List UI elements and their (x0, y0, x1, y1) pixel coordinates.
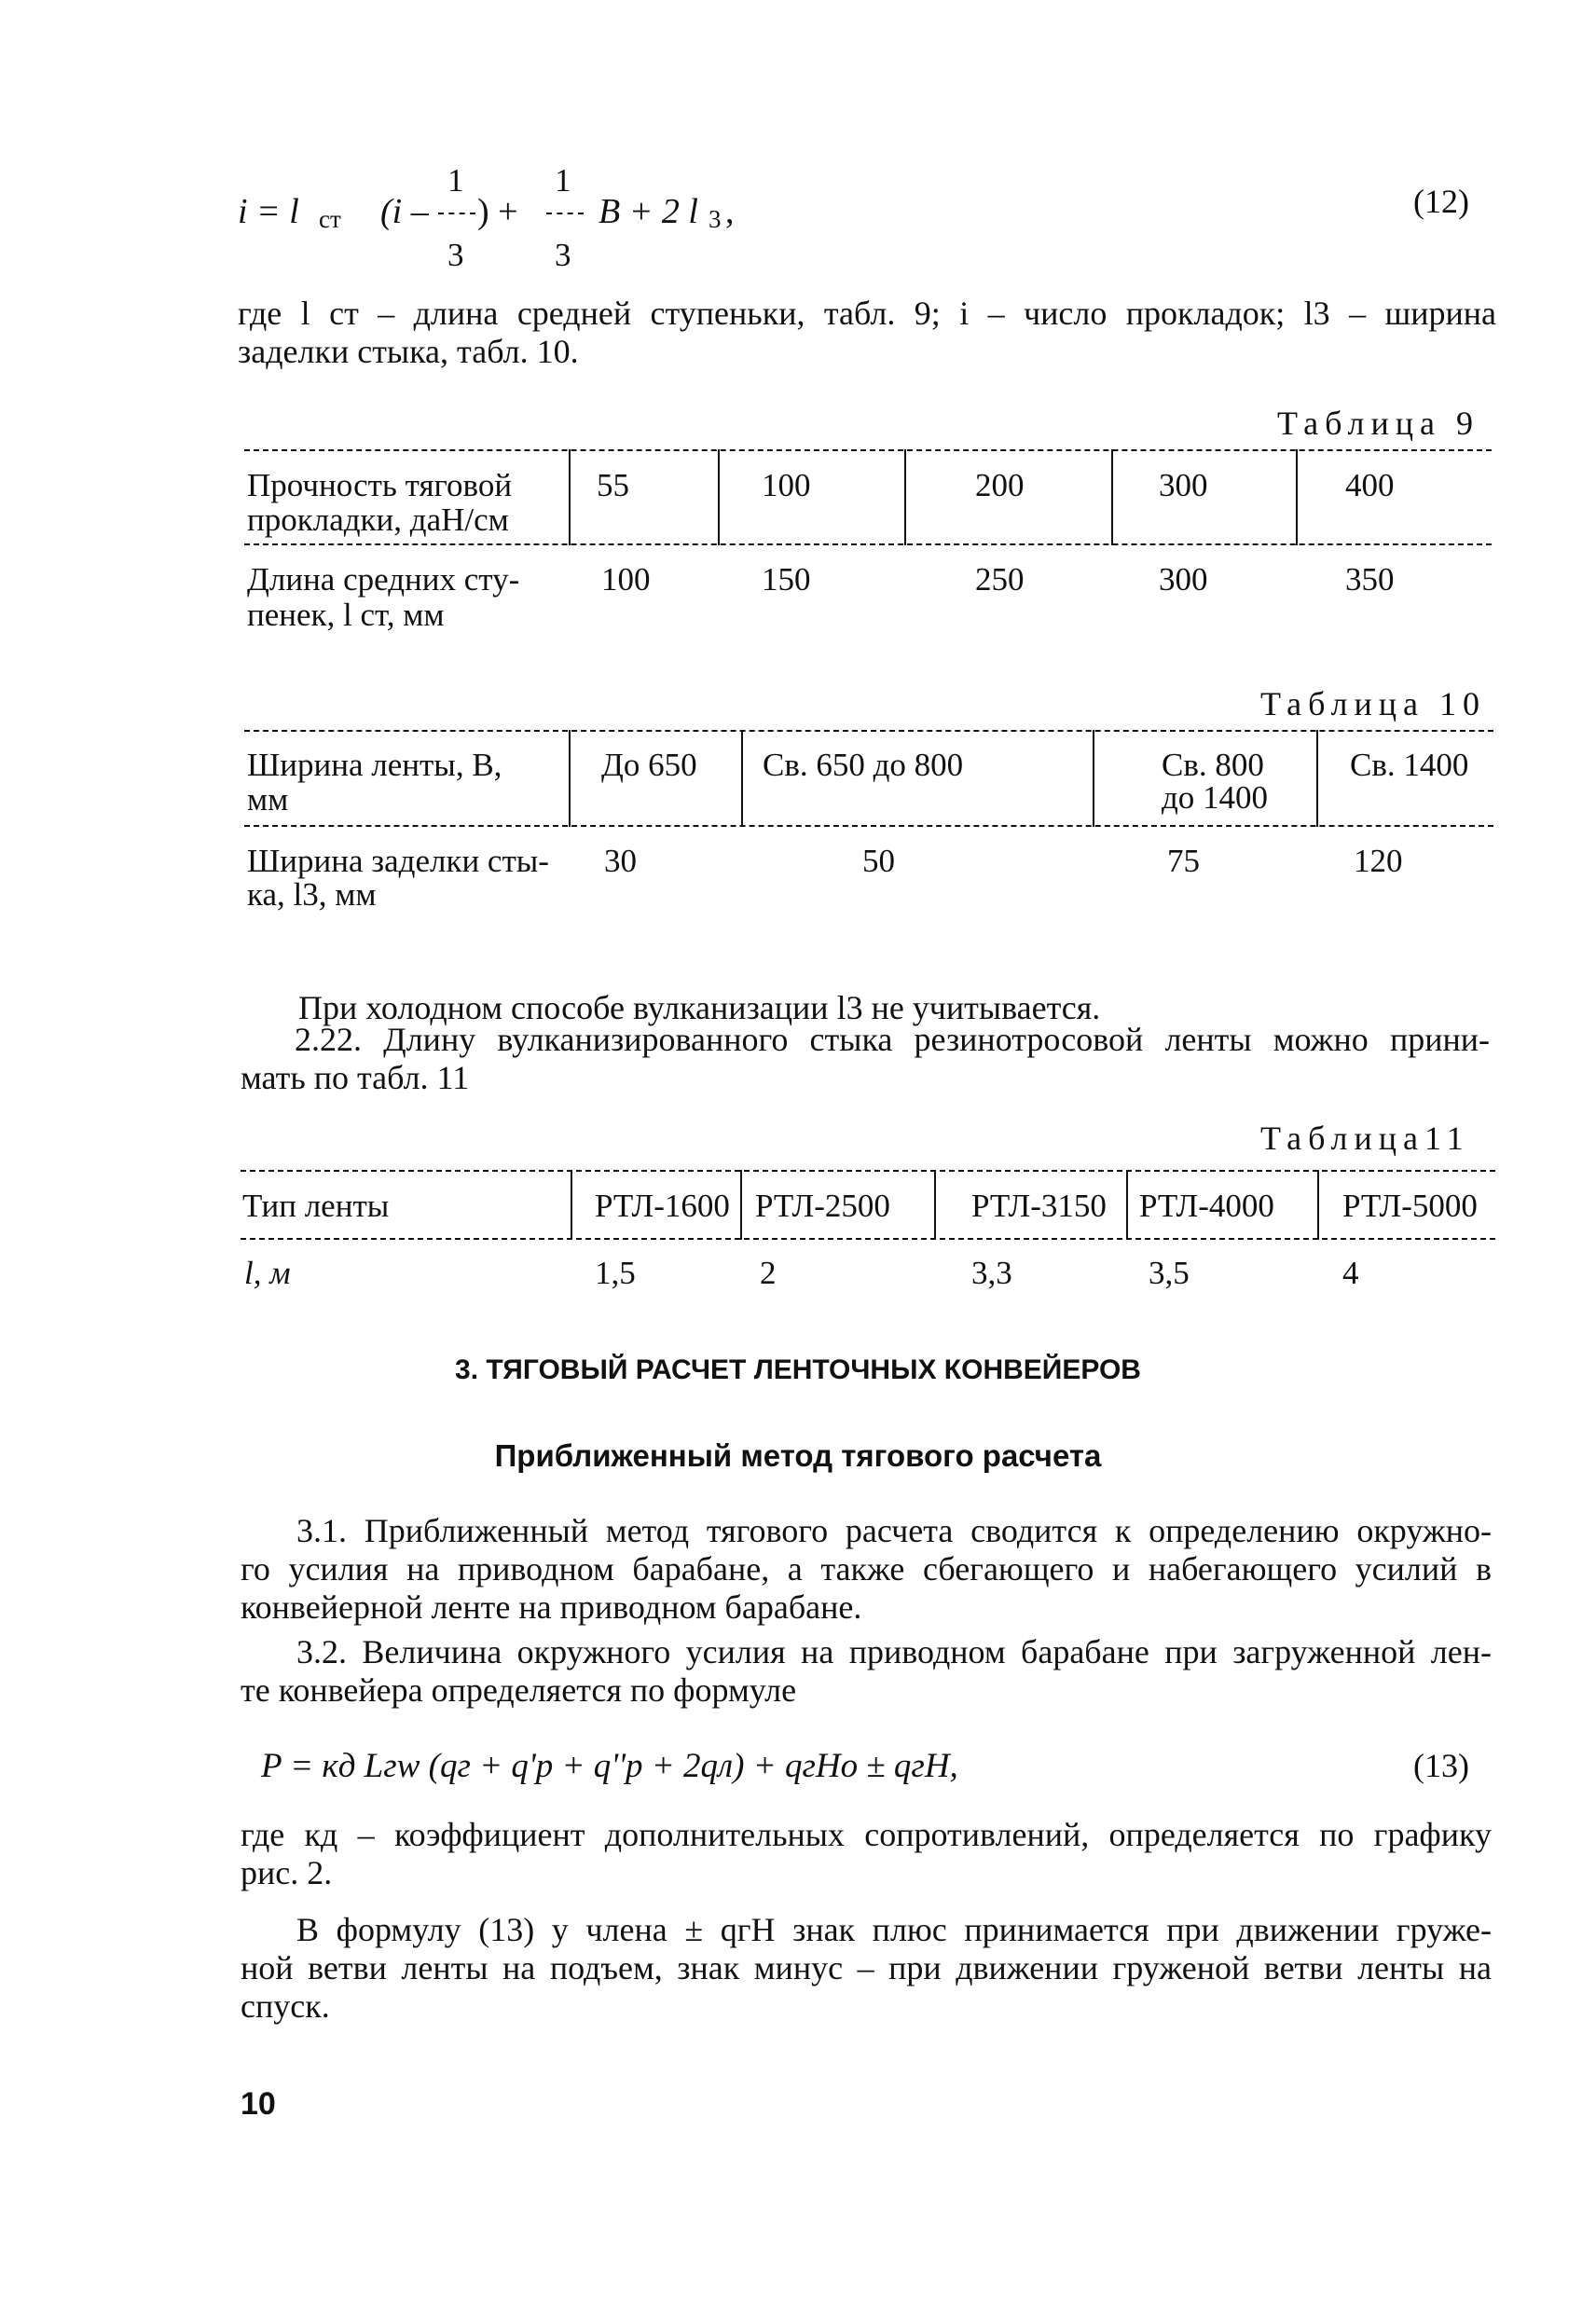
explanation-line: рис. 2. (241, 1854, 333, 1891)
table-11-cell: РТЛ-5000 (1342, 1188, 1478, 1224)
frac1-bar (438, 213, 475, 214)
table-10-cell: 30 (604, 843, 637, 879)
table-11-header: Тип ленты (242, 1188, 390, 1224)
frac2-bar (546, 213, 584, 214)
subsection-title: Приближенный метод тягового расчета (494, 1438, 1102, 1473)
paragraph-line: го усилия на приводном барабане, а также сбегающего и набегающего усилий в (241, 1550, 1492, 1588)
table-10-header-line: Ширина заделки сты- (247, 843, 549, 879)
paragraph-2-22 (241, 1021, 1490, 1097)
table-9-cell: 350 (1345, 561, 1395, 598)
table-10-cell: 120 (1354, 843, 1403, 879)
table-9-cell: 150 (762, 561, 811, 598)
paragraph-line: В формулу (13) у члена ± qгH знак плюс принимается при движении груже- (296, 1911, 1492, 1948)
formula12-tail-sub: 3 (709, 205, 722, 233)
formula12-lhs-sub: ст (319, 205, 341, 233)
table-11-cell: 3,3 (971, 1255, 1012, 1291)
table-11-cell: 1,5 (595, 1255, 636, 1291)
formula-13: P = кд Lгw (qг + q'р + q''р + 2qл) + qгHо ± qгH, (261, 1747, 958, 1785)
formula12-tail-end: , (725, 192, 735, 231)
paragraph-line: мать по табл. 11 (241, 1059, 470, 1096)
table-10-header-line: мм (247, 781, 289, 818)
formula12-lhs: i = l (238, 192, 299, 231)
section-title: 3. ТЯГОВЫЙ РАСЧЕТ ЛЕНТОЧНЫХ КОНВЕЙЕРОВ (455, 1354, 1141, 1385)
explanation-line: заделки стыка, табл. 10. (238, 333, 579, 370)
table-10-header-line: Ширина ленты, B, (247, 747, 502, 783)
table-9-cell: 400 (1345, 467, 1395, 503)
paragraph-line: спуск. (241, 1987, 330, 2025)
frac2-denominator: 3 (555, 237, 571, 273)
table-9-cell: 100 (601, 561, 651, 598)
paragraph-line: 3.1. Приближенный метод тягового расчета сводится к определению окружно- (296, 1512, 1492, 1549)
table-11-cell: РТЛ-2500 (755, 1188, 890, 1224)
formula12-tail: B + 2 l (598, 192, 698, 231)
table-9-cell: 100 (762, 467, 811, 503)
table-11-cell: 4 (1342, 1255, 1359, 1291)
table-11-cell: РТЛ-4000 (1139, 1188, 1274, 1224)
table-10-cell: Св. 650 до 800 (763, 747, 964, 783)
paragraph-line: 3.2. Величина окружного усилия на приводном барабане при загруженной лен- (296, 1633, 1492, 1670)
table-11-caption: Таблица11 (1260, 1120, 1470, 1157)
table-9-header-line: прокладки, даН/см (247, 502, 509, 538)
formula12-explanation (238, 295, 1496, 371)
paragraph-line: 2.22. Длину вулканизированного стыка резинотросовой ленты можно прини- (295, 1021, 1490, 1058)
table-9-header-line: пенек, l ст, мм (247, 597, 445, 633)
table-10-header-line: ка, l3, мм (247, 876, 377, 913)
table-9-cell: 250 (975, 561, 1025, 598)
frac1-denominator: 3 (447, 237, 464, 273)
paragraph-line: те конвейера определяется по формуле (241, 1671, 797, 1709)
table-10-cell: 75 (1167, 843, 1200, 879)
paragraph-3-2 (241, 1633, 1492, 1710)
formula13-explanation (241, 1816, 1492, 1892)
table-9-header-line: Прочность тяговой (247, 467, 513, 503)
table-9-cell: 55 (597, 467, 629, 503)
frac1-numerator: 1 (447, 162, 464, 199)
table-11-header: l, м (244, 1255, 291, 1291)
explanation-line: где кд – коэффициент дополнительных сопротивлений, определяется по графику (241, 1816, 1492, 1853)
formula12-number: (12) (1413, 183, 1469, 220)
table-10-cell: Св. 800 (1162, 747, 1264, 783)
table-11-cell: РТЛ-1600 (595, 1188, 730, 1224)
table-10-cell: До 650 (601, 747, 697, 783)
table-9-cell: 300 (1159, 561, 1208, 598)
table-11-cell: РТЛ-3150 (971, 1188, 1107, 1224)
explanation-line: где l ст – длина средней ступеньки, табл. 9; i – число прокладок; l3 – ширина (238, 295, 1496, 332)
frac2-numerator: 1 (555, 162, 571, 199)
table-10-cell: Св. 1400 (1350, 747, 1469, 783)
paragraph-line: конвейерной ленте на приводном барабане. (241, 1588, 862, 1626)
table-9-header-line: Длина средних сту- (247, 561, 520, 598)
table-10-cell: до 1400 (1162, 779, 1269, 816)
paragraph-line: ной ветви ленты на подъем, знак минус – при движении груженой ветви ленты на (241, 1949, 1492, 1986)
paragraph-3-1 (241, 1512, 1492, 1627)
table-9-cell: 200 (975, 467, 1025, 503)
paragraph-sign-rule (241, 1911, 1492, 2026)
formula12-mid1: (i – (380, 192, 429, 231)
table-9-cell: 300 (1159, 467, 1208, 503)
formula12-mid2: ) + (477, 192, 518, 231)
formula13-number: (13) (1413, 1747, 1469, 1784)
table-11-cell: 3,5 (1149, 1255, 1190, 1291)
page-number: 10 (241, 2086, 276, 2122)
vulcanization-note: При холодном способе вулканизации l3 не учитывается. (298, 989, 1101, 1026)
table-10-cell: 50 (862, 843, 895, 879)
table-11-cell: 2 (760, 1255, 777, 1291)
table-10-caption: Таблица 10 (1260, 685, 1486, 722)
table-9-caption: Таблица 9 (1277, 405, 1479, 442)
